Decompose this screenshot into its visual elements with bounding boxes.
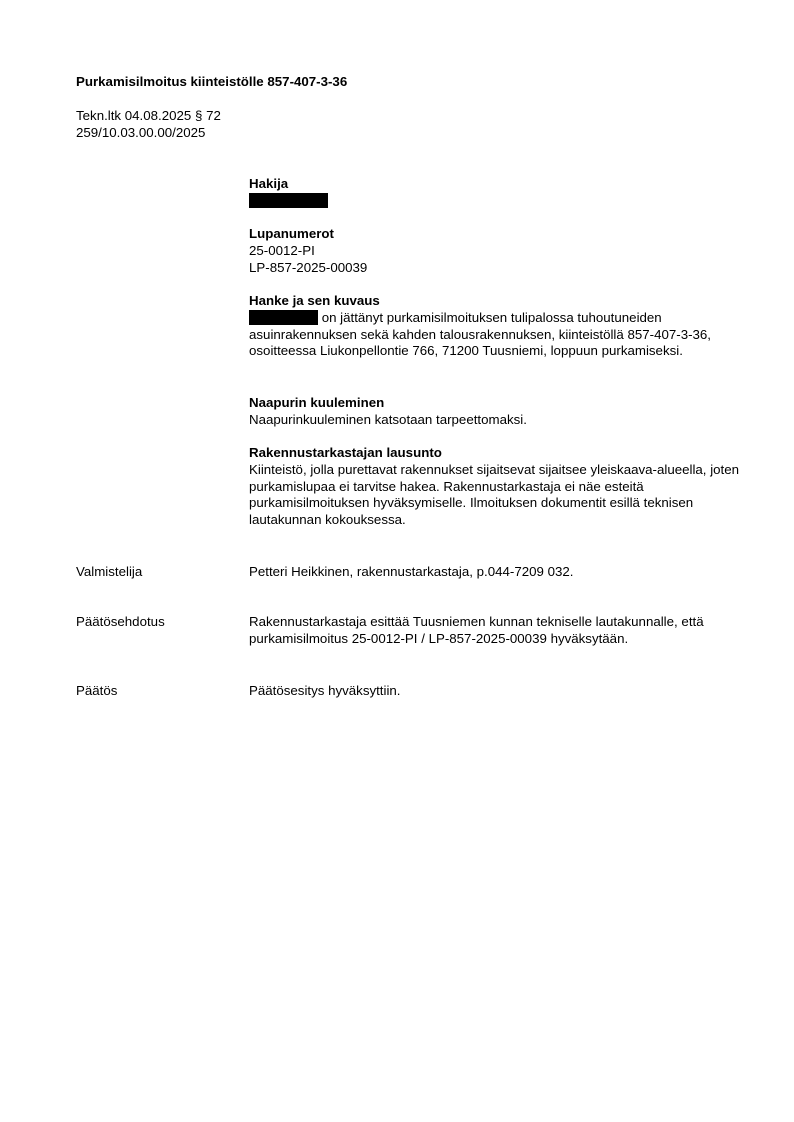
preparer-text: Petteri Heikkinen, rakennustarkastaja, p.044-7209 032. — [249, 564, 574, 579]
proposal-text: Rakennustarkastaja esittää Tuusniemen kunnan tekniselle lautakunnalle, että purkamisilmoitus 25-0012-PI / LP-857-2025-00039 hyväksytään. — [249, 614, 704, 646]
inspector-statement-text: Kiinteistö, jolla purettavat rakennukset sijaitsevat sijaitsee yleiskaava-alueella, joten purkamislupaa ei tarvitse hakea. Rakennustarkastaja ei näe esteitä purkamisilmoituksen hyväksymiselle. Ilmoituksen dokumentit esillä teknisen lautakunnan kokouksessa. — [249, 461, 740, 528]
project-heading: Hanke ja sen kuvaus — [249, 293, 380, 308]
applicant-redaction — [249, 193, 328, 208]
permit-numbers-heading: Lupanumerot — [249, 226, 334, 241]
inspector-statement-heading: Rakennustarkastajan lausunto — [249, 445, 442, 460]
decision-label: Päätös — [76, 683, 118, 698]
reference-block — [76, 108, 221, 142]
project-description-text: on jättänyt purkamisilmoituksen tulipalossa tuhoutuneiden asuinrakennuksen sekä kahden talousrakennuksen, kiinteistöllä 857-407-3-36, osoitteessa Liukonpellontie 766, 71200 Tuusniemi, loppuun purkamiseksi. — [249, 309, 711, 359]
permit-number: 25-0012-PI — [249, 242, 315, 258]
page-title: Purkamisilmoitus kiinteistölle 857-407-3-36 — [76, 74, 348, 89]
permit-numbers-section — [249, 226, 741, 276]
neighbors-text: Naapurinkuuleminen katsotaan tarpeettomaksi. — [249, 411, 527, 427]
preparer-label: Valmistelija — [76, 564, 143, 579]
project-description — [249, 310, 741, 360]
neighbors-heading: Naapurin kuuleminen — [249, 395, 385, 410]
decision-text: Päätösesitys hyväksyttiin. — [249, 683, 401, 698]
neighbors-section — [249, 395, 741, 429]
proposal-label: Päätösehdotus — [76, 614, 165, 629]
meeting-reference: Tekn.ltk 04.08.2025 § 72 — [76, 108, 221, 123]
permit-number: LP-857-2025-00039 — [249, 259, 368, 275]
applicant-section — [249, 176, 741, 210]
project-section — [249, 293, 741, 360]
inspector-statement-section — [249, 445, 741, 529]
applicant-heading: Hakija — [249, 176, 289, 191]
applicant-name-redaction — [249, 310, 318, 325]
case-number: 259/10.03.00.00/2025 — [76, 124, 206, 140]
